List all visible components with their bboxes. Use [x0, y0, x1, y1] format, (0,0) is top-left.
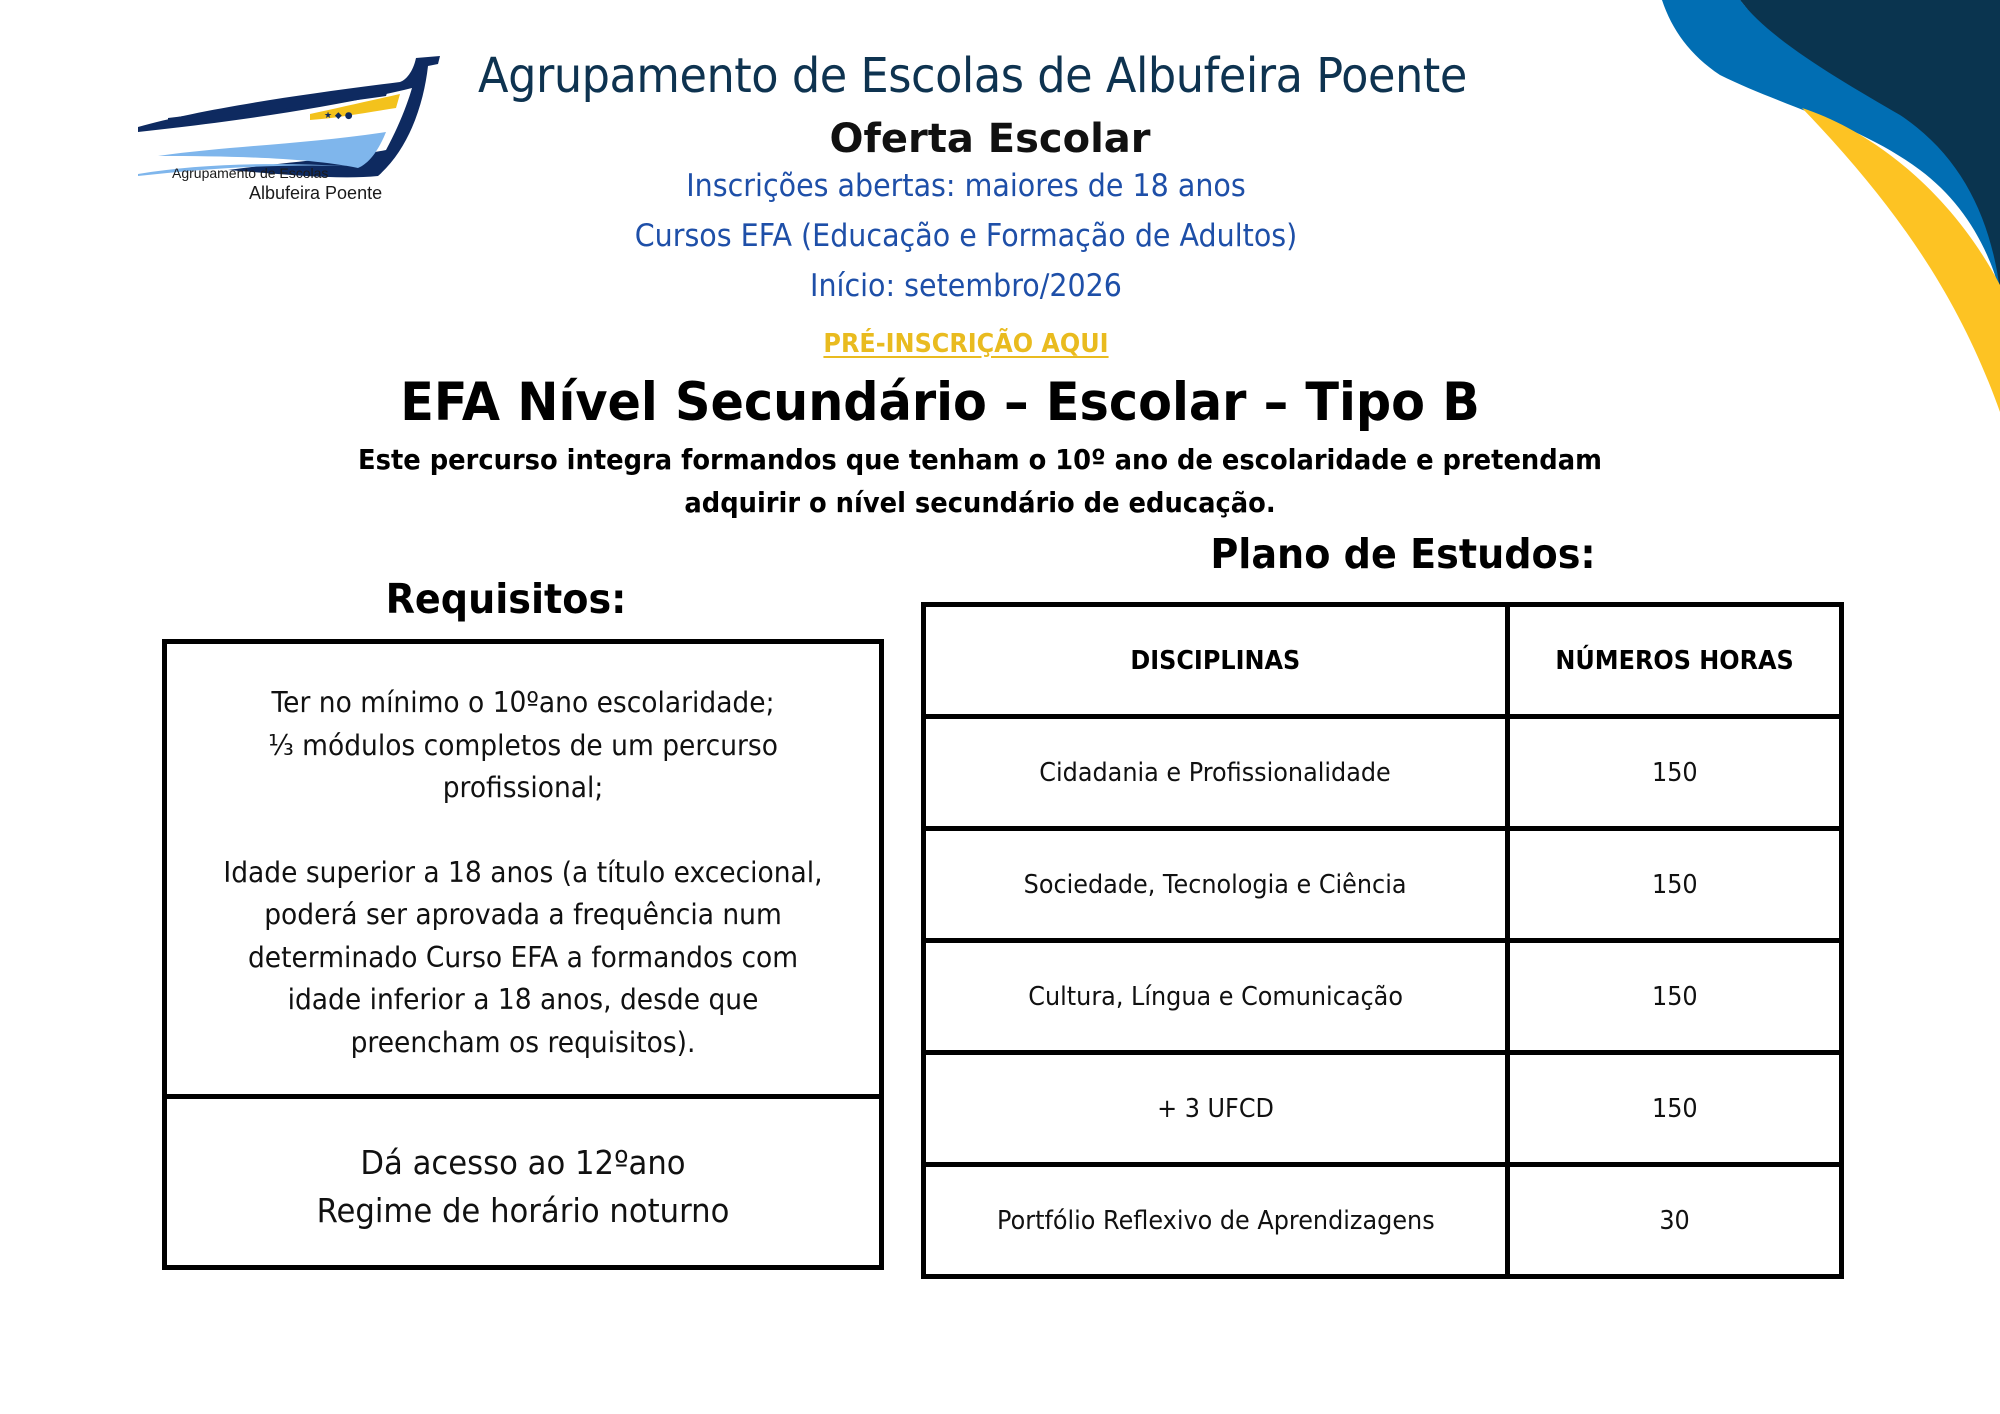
access-info-text	[192, 1139, 854, 1235]
table-row	[924, 1053, 1842, 1165]
table-row	[924, 1165, 1842, 1277]
schedule-line: Regime de horário noturno	[316, 1191, 730, 1230]
table-header-row	[924, 605, 1842, 717]
info-line-start-date: Início: setembro/2026	[810, 268, 1122, 304]
cell-horas: 150	[1508, 829, 1842, 941]
requirements-box	[162, 639, 884, 1270]
requirement-line: preencham os requisitos).	[350, 1025, 696, 1059]
school-logo	[138, 52, 448, 212]
cell-horas: 30	[1508, 1165, 1842, 1277]
requirement-line: determinado Curso EFA a formandos com	[247, 940, 799, 974]
requirements-heading: Requisitos:	[385, 575, 627, 623]
requirement-spacer	[201, 810, 845, 852]
organization-title: Agrupamento de Escolas de Albufeira Poente	[478, 48, 1467, 104]
column-header-horas: NÚMEROS HORAS	[1508, 605, 1842, 717]
info-line-registration: Inscrições abertas: maiores de 18 anos	[686, 168, 1246, 204]
course-title: EFA Nível Secundário – Escolar – Tipo B	[400, 372, 1480, 433]
cell-horas: 150	[1508, 717, 1842, 829]
requirement-line: Idade superior a 18 anos (a título excecional,	[223, 855, 823, 889]
cell-disciplina: Cultura, Língua e Comunicação	[924, 941, 1508, 1053]
logo-text-line2: Albufeira Poente	[249, 183, 383, 203]
requirement-line: poderá ser aprovada a frequência num	[264, 898, 782, 931]
requirement-line: Ter no mínimo o 10ºano escolaridade;	[271, 686, 775, 719]
course-description-line-2: adquirir o nível secundário de educação.	[684, 486, 1276, 519]
cell-horas: 150	[1508, 941, 1842, 1053]
course-description-line-1: Este percurso integra formandos que tenham o 10º ano de escolaridade e pretendam	[358, 443, 1602, 476]
pre-registration-link[interactable]: PRÉ-INSCRIÇÃO AQUI	[823, 329, 1109, 359]
dark-navy-wave	[1740, 0, 2000, 290]
table-row	[924, 829, 1842, 941]
yellow-wave	[1802, 108, 2000, 412]
requirement-line: profissional;	[442, 771, 604, 804]
study-plan-table	[921, 602, 1844, 1279]
requirement-line: idade inferior a 18 anos, desde que	[287, 983, 759, 1016]
access-line: Dá acesso ao 12ºano	[360, 1143, 686, 1182]
blue-wave	[1662, 0, 2000, 290]
info-line-courses: Cursos EFA (Educação e Formação de Adultos)	[634, 218, 1298, 254]
cell-disciplina: + 3 UFCD	[924, 1053, 1508, 1165]
cell-disciplina: Sociedade, Tecnologia e Ciência	[924, 829, 1508, 941]
requirement-line: ⅓ módulos completos de um percurso	[268, 728, 778, 762]
cell-disciplina: Cidadania e Profissionalidade	[924, 717, 1508, 829]
blue-wave-body	[1662, 0, 2000, 290]
logo-text-line1: Agrupamento de Escolas	[172, 165, 329, 181]
cell-horas: 150	[1508, 1053, 1842, 1165]
cell-disciplina: Portfólio Reflexivo de Aprendizagens	[924, 1165, 1508, 1277]
requirements-text	[201, 682, 845, 1064]
svg-text:★ ◆ ●: ★ ◆ ●	[324, 111, 353, 121]
table-row	[924, 941, 1842, 1053]
table-row	[924, 717, 1842, 829]
offer-title: Oferta Escolar	[829, 116, 1151, 162]
requirements-lower-panel	[167, 1099, 879, 1265]
study-plan-heading: Plano de Estudos:	[1210, 530, 1596, 578]
requirements-upper-panel	[167, 644, 879, 1099]
column-header-disciplinas: DISCIPLINAS	[924, 605, 1508, 717]
